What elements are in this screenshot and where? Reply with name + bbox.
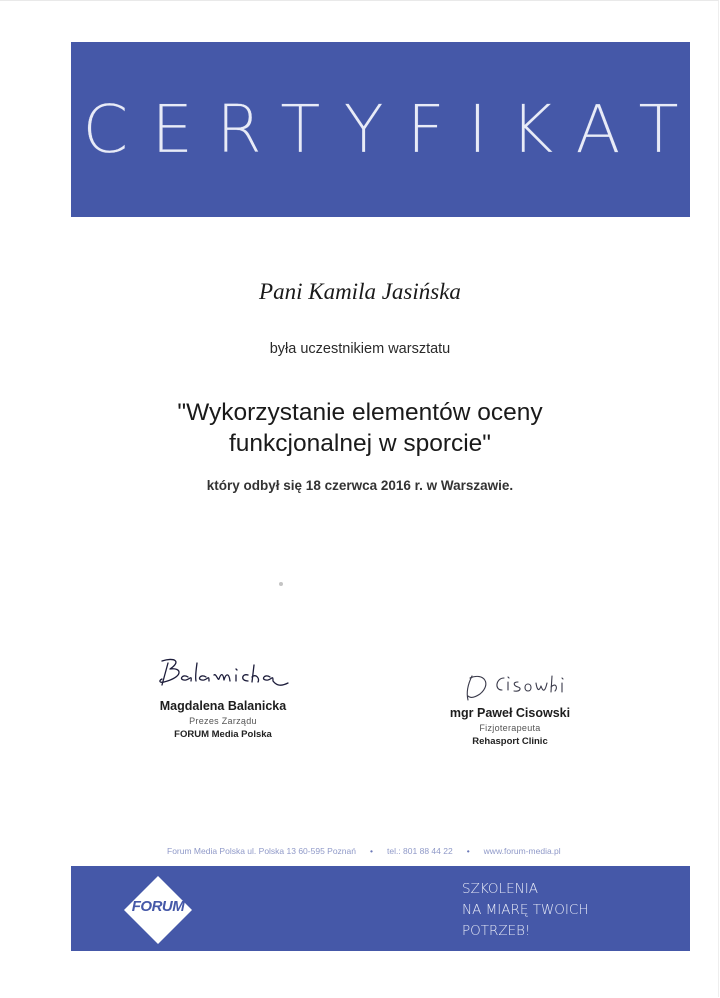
header-banner: [71, 42, 702, 217]
signer-organization: Rehasport Clinic: [472, 736, 548, 747]
certificate-title: CERTYFIKAT: [82, 90, 702, 168]
slogan: [462, 879, 588, 942]
contact-line: [167, 846, 607, 856]
signer-left: [133, 655, 313, 740]
workshop-title-line-2: funkcjonalnej w sporcie": [229, 430, 491, 457]
workshop-title: [100, 397, 620, 459]
contact-phone: tel.: 801 88 44 22: [386, 846, 453, 856]
slogan-line-2: NA MIARĘ TWOICH: [462, 902, 589, 918]
event-details: który odbył się 18 czerwca 2016 r. w Warszawie.: [206, 478, 514, 493]
decorative-dot: [279, 582, 283, 586]
signer-name: mgr Paweł Cisowski: [449, 706, 571, 720]
workshop-title-line-1: "Wykorzystanie elementów oceny: [177, 399, 543, 426]
slogan-line-1: SZKOLENIA: [462, 881, 538, 897]
signature-balanicka: [148, 655, 298, 697]
forum-logo-text: FORUM: [131, 898, 185, 915]
signer-name: Magdalena Balanicka: [159, 699, 287, 713]
separator-bullet: •: [370, 846, 373, 856]
intro-text: była uczestnikiem warsztatu: [269, 341, 451, 357]
contact-address: Forum Media Polska ul. Polska 13 60-595 Poznań: [167, 846, 356, 856]
contact-website: www.forum-media.pl: [483, 846, 561, 856]
signature-cisowski: [440, 670, 580, 704]
separator-bullet: •: [466, 846, 470, 856]
footer-banner: [71, 866, 690, 951]
signer-organization: FORUM Media Polska: [174, 729, 272, 740]
signer-role: Prezes Zarządu: [189, 716, 257, 726]
recipient-name: Pani Kamila Jasińska: [259, 279, 461, 304]
slogan-line-3: POTRZEB!: [462, 923, 531, 939]
signer-role: Fizjoterapeuta: [479, 723, 541, 733]
signer-right: [420, 670, 600, 747]
